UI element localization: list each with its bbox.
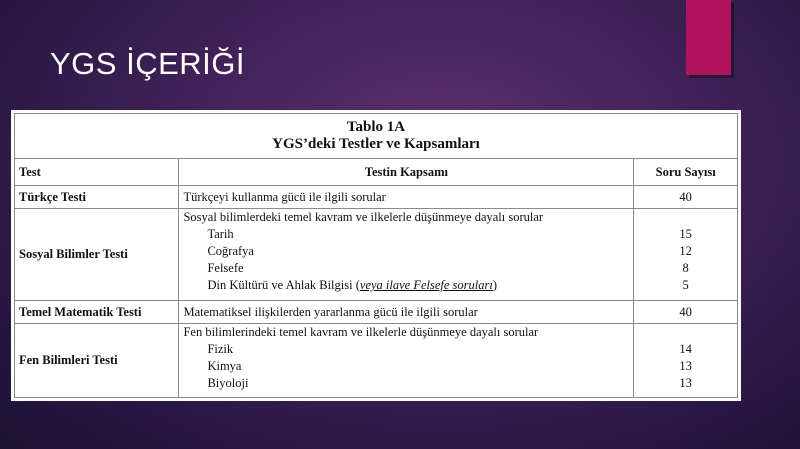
subject-count: 13 [679, 376, 692, 391]
table-row [15, 301, 738, 324]
count-spacer [638, 324, 733, 341]
header-scope: Testin Kapsamı [179, 159, 634, 186]
subject-count: 8 [682, 261, 689, 275]
row-scope [179, 209, 634, 301]
table-caption-subtitle: YGS’deki Testler ve Kapsamları [272, 136, 480, 152]
table-header-row [15, 159, 738, 186]
header-test: Test [15, 159, 179, 186]
table-caption-row [15, 114, 738, 159]
ygs-table [14, 113, 738, 398]
header-count: Soru Sayısı [634, 159, 738, 186]
row-scope: Türkçeyi kullanma gücü ile ilgili sorular [179, 186, 634, 209]
scope-description: Sosyal bilimlerdeki temel kavram ve ilkelerle düşünmeye dayalı sorular [183, 210, 544, 224]
subject-item: Biyoloji [207, 376, 249, 391]
subject-item [183, 277, 629, 294]
slide-title: YGS İÇERİĞİ [50, 46, 245, 81]
row-scope: Matematiksel ilişkilerden yararlanma gücü ile ilgili sorular [179, 301, 634, 324]
table-row [15, 324, 738, 398]
row-count [634, 324, 738, 398]
subject-count: 12 [679, 244, 692, 258]
row-count: 40 [634, 301, 738, 324]
subject-label: Din Kültürü ve Ahlak Bilgisi ( [207, 278, 360, 292]
row-test-name: Temel Matematik Testi [15, 301, 179, 324]
subject-count: 15 [679, 227, 692, 241]
subject-note: veya ilave Felsefe soruları [359, 278, 493, 292]
table-row [15, 209, 738, 301]
scope-description: Fen bilimlerindeki temel kavram ve ilkelerle düşünmeye dayalı sorular [183, 325, 539, 340]
subject-item: Felsefe [207, 261, 244, 275]
row-count [634, 209, 738, 301]
subject-item: Fizik [207, 342, 234, 357]
row-scope [179, 324, 634, 398]
subject-label-close: ) [492, 278, 498, 292]
accent-bar [686, 0, 731, 75]
table-row [15, 186, 738, 209]
count-spacer [638, 209, 733, 226]
row-test-name: Türkçe Testi [15, 186, 179, 209]
subject-count: 13 [679, 359, 692, 374]
row-test-name: Fen Bilimleri Testi [15, 324, 179, 398]
subject-item: Tarih [207, 227, 234, 241]
ygs-table-container [11, 110, 741, 401]
table-caption-title: Tablo 1A [346, 119, 406, 135]
row-test-name: Sosyal Bilimler Testi [15, 209, 179, 301]
subject-count: 14 [679, 342, 692, 357]
subject-count: 5 [682, 278, 689, 292]
table-caption [15, 114, 738, 159]
subject-item: Kimya [207, 359, 242, 374]
row-count: 40 [634, 186, 738, 209]
subject-item: Coğrafya [207, 244, 254, 258]
